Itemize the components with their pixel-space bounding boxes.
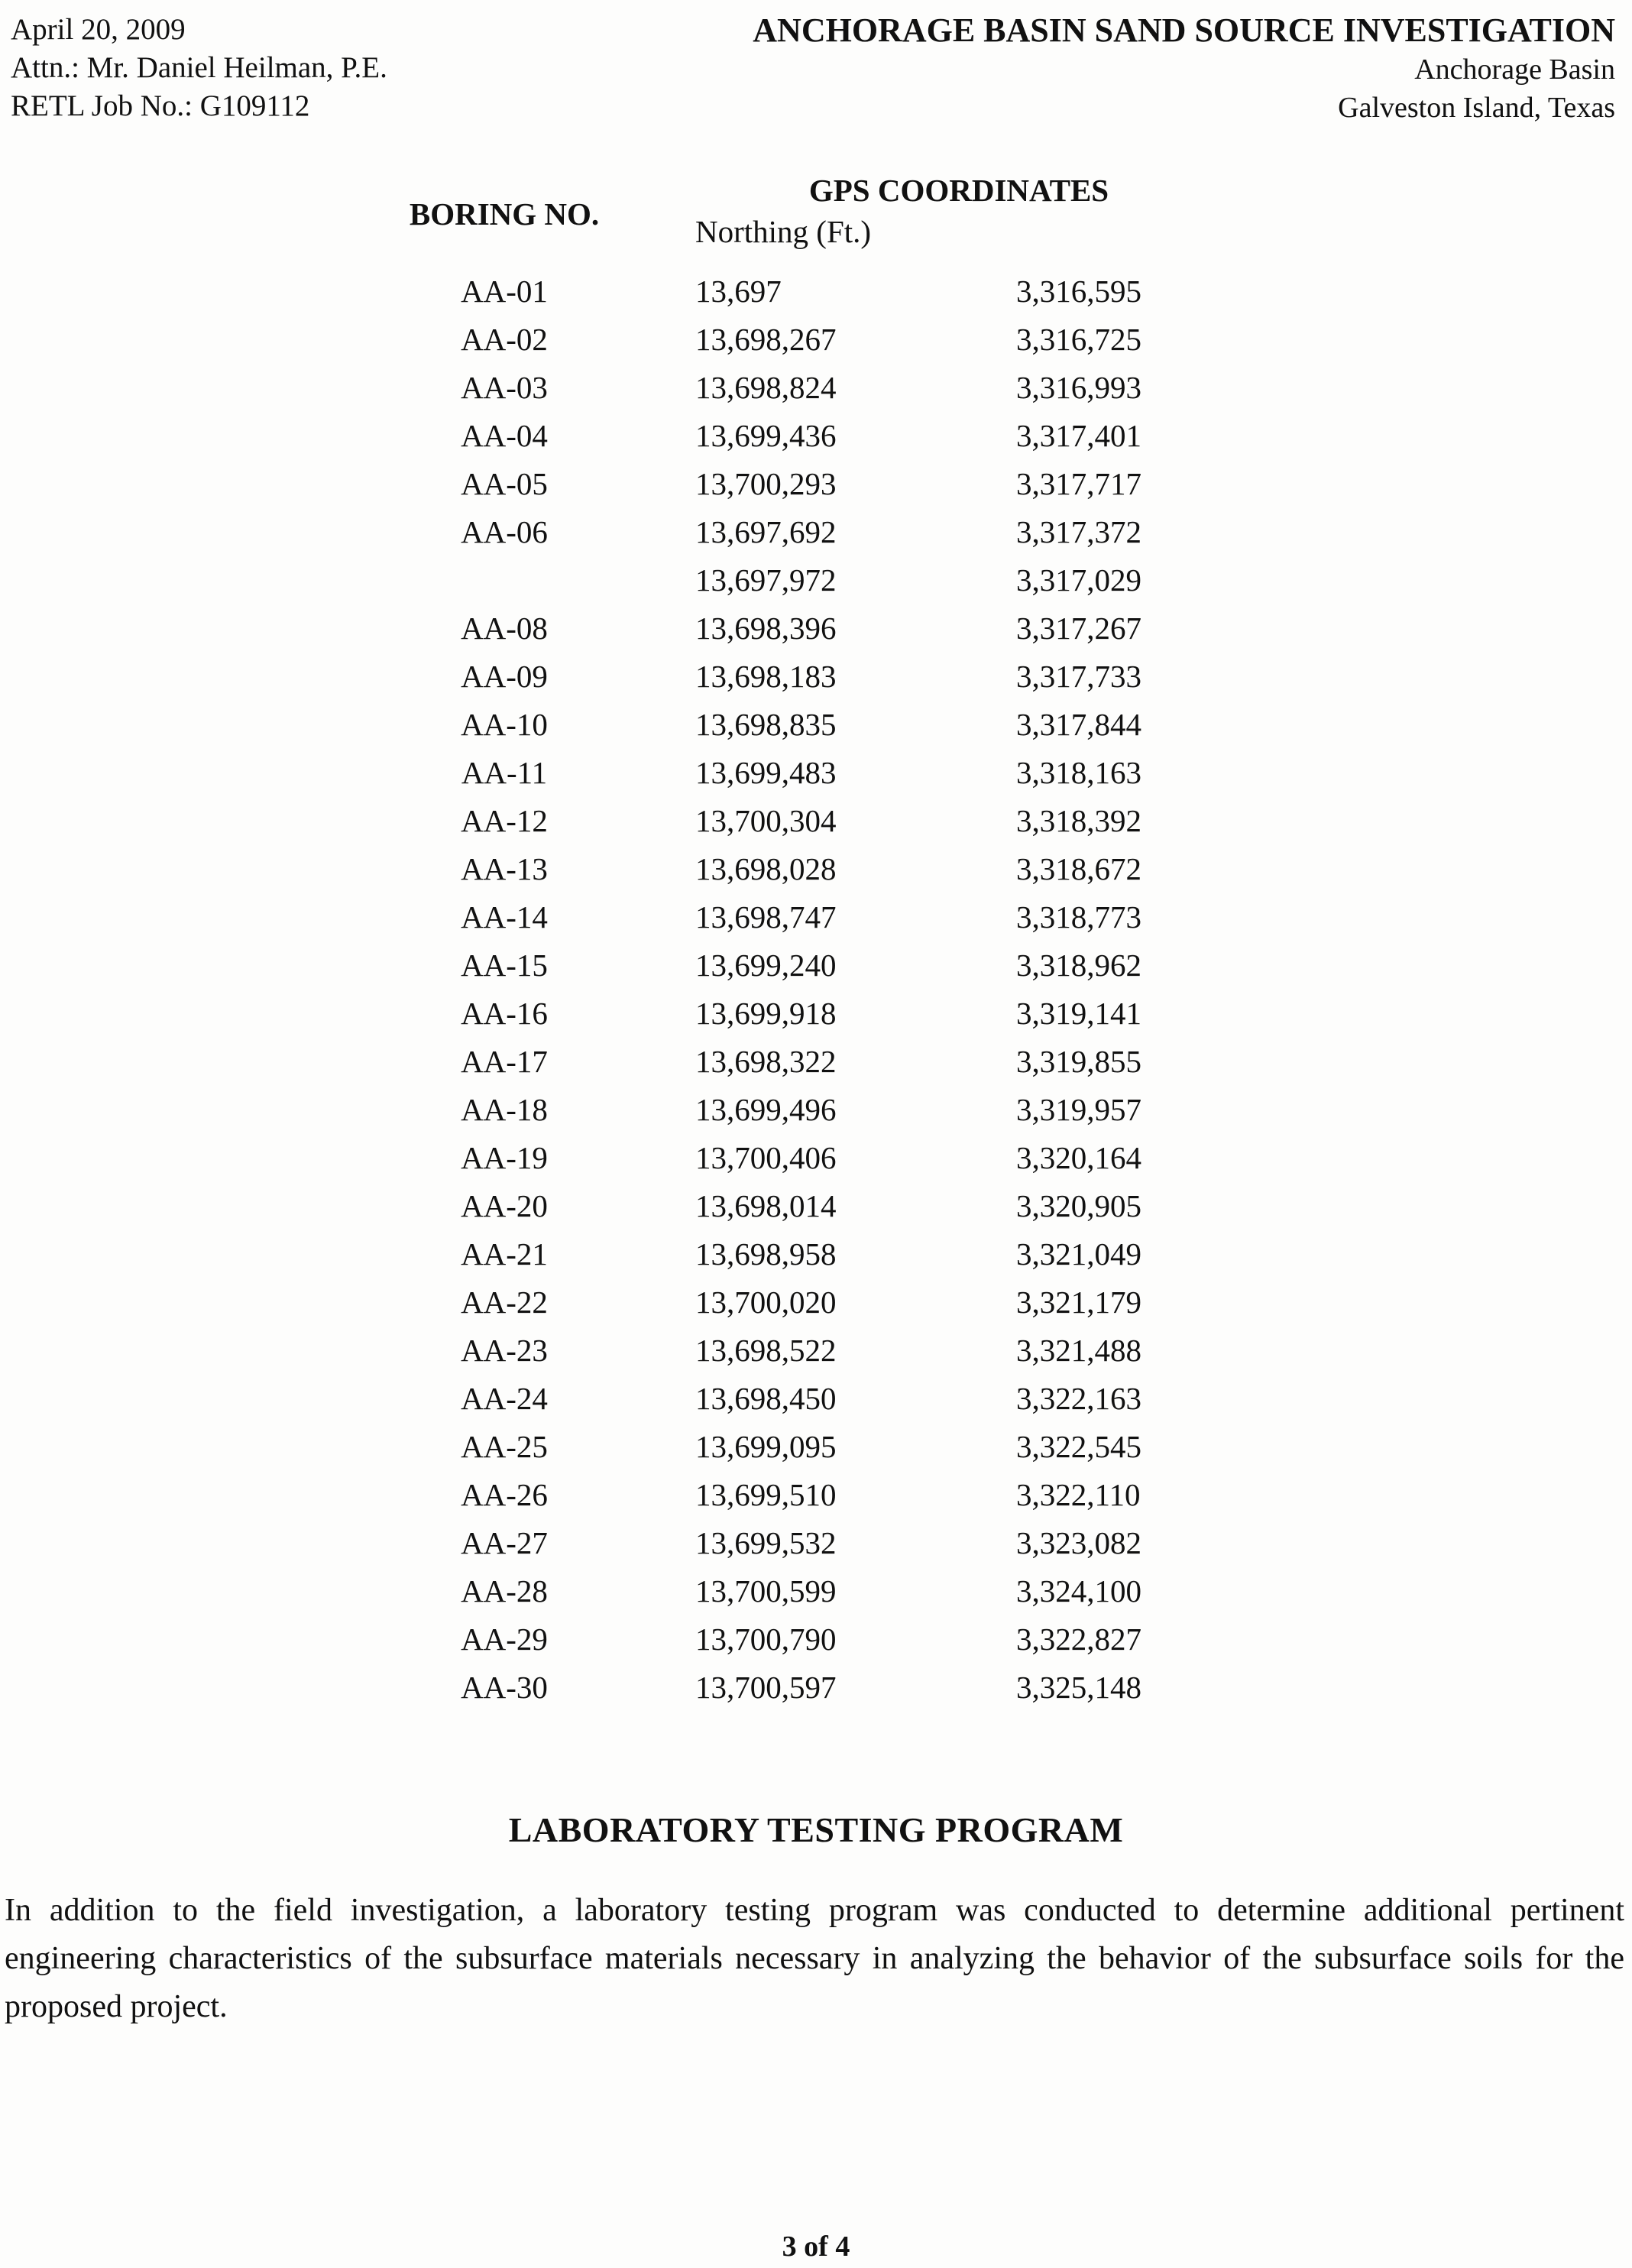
- page-number: 3 of 4: [782, 2231, 850, 2263]
- table-row: [0, 1664, 1632, 1712]
- gps-coordinates-header: GPS COORDINATES: [808, 173, 1109, 208]
- boring-no-cell: AA-10: [461, 707, 548, 742]
- table-row: [0, 893, 1632, 941]
- northing-cell: 13,700,790: [695, 1622, 837, 1657]
- boring-no-cell: AA-06: [461, 514, 548, 549]
- boring-no-cell: AA-04: [461, 418, 548, 453]
- easting-cell: 3,317,733: [1016, 659, 1141, 694]
- table-row: [0, 845, 1632, 893]
- northing-cell: 13,697,972: [695, 562, 837, 598]
- boring-no-cell: AA-09: [461, 659, 548, 694]
- easting-cell: 3,318,773: [1016, 899, 1141, 935]
- boring-no-cell: AA-01: [461, 274, 548, 309]
- easting-cell: 3,316,595: [1016, 274, 1141, 309]
- northing-cell: 13,700,597: [695, 1670, 837, 1705]
- table-row: [0, 1230, 1632, 1278]
- easting-cell: 3,322,827: [1016, 1622, 1141, 1657]
- northing-cell: 13,699,095: [695, 1429, 837, 1464]
- table-row: [0, 1182, 1632, 1230]
- northing-cell: 13,698,450: [695, 1381, 837, 1416]
- table-row: [0, 460, 1632, 508]
- table-row: [0, 364, 1632, 412]
- table-row: [0, 1327, 1632, 1375]
- easting-cell: 3,317,372: [1016, 514, 1141, 549]
- table-row: [0, 653, 1632, 701]
- table-row: [0, 941, 1632, 990]
- project-location: Galveston Island, Texas: [1338, 92, 1615, 124]
- northing-cell: 13,698,747: [695, 899, 837, 935]
- northing-cell: 13,699,240: [695, 948, 837, 983]
- table-row: [0, 1519, 1632, 1567]
- northing-cell: 13,698,014: [695, 1188, 837, 1223]
- easting-cell: 3,321,049: [1016, 1236, 1141, 1272]
- table-row: [0, 797, 1632, 845]
- easting-cell: 3,319,855: [1016, 1044, 1141, 1079]
- table-row: [0, 749, 1632, 797]
- northing-cell: 13,699,496: [695, 1092, 837, 1127]
- northing-cell: 13,697: [695, 274, 782, 309]
- table-row: [0, 1278, 1632, 1327]
- boring-no-cell: AA-23: [461, 1333, 548, 1368]
- boring-no-cell: AA-30: [461, 1670, 548, 1705]
- project-name: Anchorage Basin: [1414, 53, 1615, 86]
- northing-cell: 13,698,028: [695, 851, 837, 886]
- northing-cell: 13,699,532: [695, 1525, 837, 1560]
- easting-cell: 3,321,179: [1016, 1285, 1141, 1320]
- easting-cell: 3,319,141: [1016, 996, 1141, 1031]
- easting-cell: 3,320,164: [1016, 1140, 1141, 1175]
- boring-no-cell: AA-12: [461, 803, 548, 838]
- table-header: [0, 171, 1632, 251]
- boring-no-cell: AA-26: [461, 1477, 548, 1512]
- easting-cell: 3,318,672: [1016, 851, 1141, 886]
- northing-cell: 13,698,958: [695, 1236, 837, 1272]
- northing-cell: 13,700,293: [695, 466, 837, 501]
- table-row: [0, 1038, 1632, 1086]
- boring-no-cell: AA-05: [461, 466, 548, 501]
- boring-no-cell: AA-21: [461, 1236, 548, 1272]
- easting-cell: 3,317,401: [1016, 418, 1141, 453]
- table-body: [0, 267, 1632, 1712]
- boring-no-cell: AA-18: [461, 1092, 548, 1127]
- boring-no-cell: AA-14: [461, 899, 548, 935]
- easting-cell: 3,317,267: [1016, 611, 1141, 646]
- easting-cell: 3,317,844: [1016, 707, 1141, 742]
- job-number-line: RETL Job No.: G109112: [11, 89, 310, 122]
- northing-cell: 13,700,020: [695, 1285, 837, 1320]
- easting-cell: 3,317,029: [1016, 562, 1141, 598]
- table-row: [0, 267, 1632, 316]
- boring-no-cell: AA-08: [461, 611, 548, 646]
- boring-no-cell: AA-17: [461, 1044, 548, 1079]
- table-row: [0, 701, 1632, 749]
- northing-column-header: Northing (Ft.): [695, 214, 872, 249]
- boring-no-cell: [401, 556, 607, 604]
- boring-no-cell: AA-25: [461, 1429, 548, 1464]
- northing-cell: 13,698,267: [695, 322, 837, 357]
- gps-coordinates-table: [0, 171, 1632, 1712]
- boring-no-cell: AA-24: [461, 1381, 548, 1416]
- table-row: [0, 316, 1632, 364]
- table-row: [0, 990, 1632, 1038]
- easting-cell: 3,317,717: [1016, 466, 1141, 501]
- northing-cell: 13,698,183: [695, 659, 837, 694]
- easting-cell: 3,319,957: [1016, 1092, 1141, 1127]
- table-row: [0, 1375, 1632, 1423]
- boring-no-cell: AA-20: [461, 1188, 548, 1223]
- table-row: [0, 508, 1632, 556]
- table-row: [0, 1086, 1632, 1134]
- header-right-block: [753, 11, 1615, 127]
- easting-cell: 3,321,488: [1016, 1333, 1141, 1368]
- easting-cell: 3,325,148: [1016, 1670, 1141, 1705]
- easting-cell: 3,324,100: [1016, 1573, 1141, 1609]
- table-row: [0, 1423, 1632, 1471]
- table-row: [0, 412, 1632, 460]
- boring-no-cell: AA-03: [461, 370, 548, 405]
- table-row: [0, 604, 1632, 653]
- boring-no-cell: AA-15: [461, 948, 548, 983]
- easting-cell: 3,316,993: [1016, 370, 1141, 405]
- northing-cell: 13,699,510: [695, 1477, 837, 1512]
- northing-cell: 13,700,406: [695, 1140, 837, 1175]
- date-line: April 20, 2009: [11, 13, 186, 46]
- header-left-block: [11, 11, 387, 125]
- table-row: [0, 1615, 1632, 1664]
- boring-no-cell: AA-16: [461, 996, 548, 1031]
- northing-cell: 13,699,918: [695, 996, 837, 1031]
- boring-no-cell: AA-13: [461, 851, 548, 886]
- easting-cell: 3,318,962: [1016, 948, 1141, 983]
- boring-no-cell: AA-19: [461, 1140, 548, 1175]
- table-row: [0, 1471, 1632, 1519]
- body-paragraph: In addition to the field investigation, a laboratory testing program was conducted to determine additional pertinent engineering characteristics of the subsurface materials necessary in analyzing the behavior of the subsurface soils for the proposed project.: [5, 1893, 1624, 2024]
- easting-cell: 3,318,392: [1016, 803, 1141, 838]
- attn-line: Attn.: Mr. Daniel Heilman, P.E.: [11, 51, 387, 84]
- boring-no-cell: AA-02: [461, 322, 548, 357]
- boring-no-cell: AA-27: [461, 1525, 548, 1560]
- page-header: [0, 8, 1632, 127]
- northing-cell: 13,698,322: [695, 1044, 837, 1079]
- boring-no-header: BORING NO.: [409, 196, 600, 232]
- easting-cell: 3,322,163: [1016, 1381, 1141, 1416]
- easting-cell: 3,320,905: [1016, 1188, 1141, 1223]
- document-title: ANCHORAGE BASIN SAND SOURCE INVESTIGATION: [753, 11, 1615, 49]
- gps-header-block: [695, 171, 1222, 251]
- section-heading: LABORATORY TESTING PROGRAM: [508, 1810, 1124, 1849]
- table-row: [0, 556, 1632, 604]
- boring-no-cell: AA-29: [461, 1622, 548, 1657]
- table-row: [0, 1567, 1632, 1615]
- northing-cell: 13,700,599: [695, 1573, 837, 1609]
- northing-cell: 13,699,436: [695, 418, 837, 453]
- table-row: [0, 1134, 1632, 1182]
- northing-cell: 13,698,824: [695, 370, 837, 405]
- northing-cell: 13,700,304: [695, 803, 837, 838]
- northing-cell: 13,699,483: [695, 755, 837, 790]
- boring-no-cell: AA-28: [461, 1573, 548, 1609]
- easting-cell: 3,316,725: [1016, 322, 1141, 357]
- easting-cell: 3,322,545: [1016, 1429, 1141, 1464]
- northing-cell: 13,697,692: [695, 514, 837, 549]
- easting-cell: 3,323,082: [1016, 1525, 1141, 1560]
- easting-cell: 3,318,163: [1016, 755, 1141, 790]
- boring-no-cell: AA-22: [461, 1285, 548, 1320]
- boring-no-cell: AA-11: [461, 755, 548, 790]
- northing-cell: 13,698,522: [695, 1333, 837, 1368]
- easting-cell: 3,322,110: [1016, 1477, 1141, 1512]
- northing-cell: 13,698,396: [695, 611, 837, 646]
- northing-cell: 13,698,835: [695, 707, 837, 742]
